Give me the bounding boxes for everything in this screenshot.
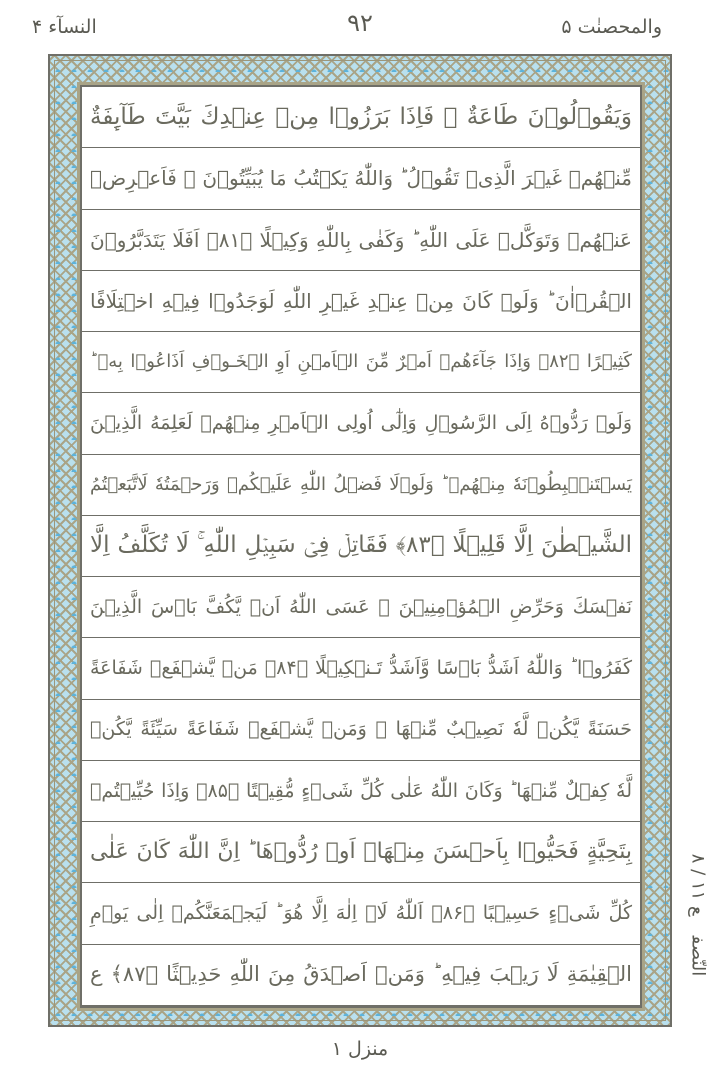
text-line — [82, 638, 640, 699]
line-text-15: الۡقِيٰمَةِ لَا رَيۡبَ فِيۡهِ ؕ وَمَنۡ اَصۡدَقُ مِنَ اللّٰهِ حَدِيۡثًا ﴿۸۷﴾ ع — [90, 962, 632, 987]
line-text-12: لَّهٗ كِفۡلٌ مِّنۡهَا ؕ وَكَانَ اللّٰهُ عَلٰى كُلِّ شَىۡءٍ مُّقِيۡتًا ﴿۸۵﴾ وَاِذَا حُيِّيۡتُمۡ — [90, 779, 632, 802]
line-text-14: كُلِّ شَىۡءٍ حَسِيۡبًا ﴿۸۶﴾ اَللّٰهُ لَاۤ اِلٰهَ اِلَّا هُوَ ؕ لَيَجۡمَعَنَّكُمۡ اِلٰى يَوۡمِ — [90, 902, 632, 925]
text-line — [82, 87, 640, 148]
line-text-5: كَثِيۡرًا ﴿۸۲﴾ وَاِذَا جَآءَهُمۡ اَمۡرٌ مِّنَ الۡاَمۡنِ اَوِ الۡخَـوۡفِ اَذَاعُوۡا بِهٖ ؕ — [90, 351, 632, 373]
text-line — [82, 883, 640, 944]
line-text-7: يَسۡتَنۡۢبِطُوۡنَهٗ مِنۡهُمۡ ؕ وَلَوۡلَا فَضۡلُ اللّٰهِ عَلَيۡكُمۡ وَرَحۡمَتُهٗ لَاتَّبَعۡتُمُ — [90, 473, 632, 495]
text-line — [82, 761, 640, 822]
text-line — [82, 271, 640, 332]
juz-name: والمحصنٰت ۵ — [561, 16, 662, 38]
text-line — [82, 455, 640, 516]
text-line — [82, 945, 640, 1006]
text-line — [82, 700, 640, 761]
nisf-marker: النّصف — [687, 935, 709, 977]
text-line — [82, 210, 640, 271]
line-text-6: وَلَوۡ رَدُّوۡهُ اِلَى الرَّسُوۡلِ وَاِلٰٓى اُولِى الۡاَمۡرِ مِنۡهُمۡ لَعَلِمَهُ الَّذِيۡنَ — [90, 411, 632, 434]
line-text-8: الشَّيۡطٰنَ اِلَّا قَلِيۡلًا ﴿۸۳﴾ فَقَاتِلۡ فِىۡ سَبِيۡلِ اللّٰهِ ۚ لَا تُكَلَّفُ اِلَّا — [90, 532, 632, 559]
line-text-3: عَنۡهُمۡ وَتَوَكَّلۡ عَلَى اللّٰهِ ؕ وَكَفٰى بِاللّٰهِ وَكِيۡلًا ﴿۸۱﴾ اَفَلَا يَتَدَبَّرُوۡنَ — [90, 227, 632, 252]
text-line — [82, 393, 640, 454]
line-text-1: وَيَقُوۡلُوۡنَ طَاعَةٌ ۡ فَاِذَا بَرَزُوۡا مِنۡ عِنۡدِكَ بَيَّتَ طَآٮِٕفَةٌ — [90, 103, 632, 130]
page-number: ۹۲ — [347, 9, 373, 37]
ruku-marker: ع ۱۱ / ۸ — [687, 853, 709, 916]
text-line — [82, 577, 640, 638]
quran-text-box — [80, 85, 642, 1008]
text-line — [82, 332, 640, 393]
manzil-footer: منزل ۱ — [331, 1038, 389, 1060]
text-line — [82, 822, 640, 883]
surah-name: النسآء ۴ — [32, 16, 97, 38]
margin-note — [678, 840, 718, 990]
line-text-2: مِّنۡهُمۡ غَيۡرَ الَّذِىۡ تَقُوۡلُ ؕ وَاللّٰهُ يَكۡتُبُ مَا يُبَيِّتُوۡنَ ۚ فَاَعۡرِضۡ — [90, 166, 632, 191]
line-text-10: كَفَرُوۡا ؕ وَاللّٰهُ اَشَدُّ بَاۡسًا وَّاَشَدُّ تَـنۡكِيۡلًا ﴿۸۴﴾ مَنۡ يَّشۡفَعۡ شَفَاعَةً — [90, 657, 632, 680]
text-line — [82, 516, 640, 577]
text-line — [82, 148, 640, 209]
line-text-13: بِتَحِيَّةٍ فَحَيُّوۡا بِاَحۡسَنَ مِنۡهَاۤ اَوۡ رُدُّوۡهَا ؕ اِنَّ اللّٰهَ كَانَ عَلٰى — [90, 839, 632, 865]
line-text-9: نَفۡسَكَ وَحَرِّضِ الۡمُؤۡمِنِيۡنَ ۚ عَسَى اللّٰهُ اَنۡ يَّكُفَّ بَاۡسَ الَّذِيۡنَ — [90, 595, 632, 618]
line-text-11: حَسَنَةً يَّكُنۡ لَّهٗ نَصِيۡبٌ مِّنۡهَا ۚ وَمَنۡ يَّشۡفَعۡ شَفَاعَةً سَيِّئَةً يَّكُنۡ — [90, 718, 632, 741]
line-text-4: الۡقُرۡاٰنَ ؕ وَلَوۡ كَانَ مِنۡ عِنۡدِ غَيۡرِ اللّٰهِ لَوَجَدُوۡا فِيۡهِ اخۡتِلَافًا — [90, 288, 632, 313]
